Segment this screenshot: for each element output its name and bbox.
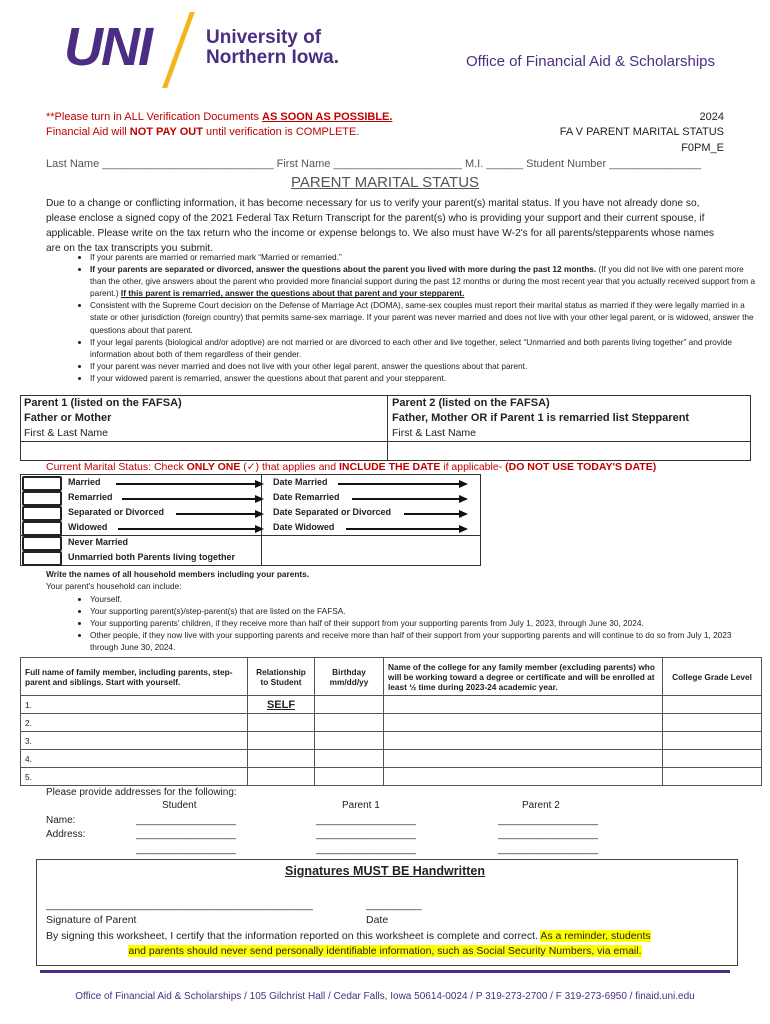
parent-2-name-address-field[interactable]: __________________ [498, 815, 599, 826]
list-item-text: (If you did not live with one parent more than the other, give answers about the parent who provided more financial support during the past 12 months or during the most recent year that you actually received support from a parent.) [90, 264, 756, 299]
certification-text [46, 930, 736, 942]
option-widowed: Widowed [68, 522, 108, 532]
parent-2-name-label: First & Last Name [392, 427, 477, 439]
row-number[interactable]: 1. [21, 696, 248, 714]
household-intro-2: Your parent's household can include: [46, 581, 182, 591]
table-row [21, 750, 762, 768]
arrow-separated [176, 513, 262, 515]
list-item-bold: If your parents are separated or divorced, answer the questions about the parent you lived with more during the past 12 months. [90, 264, 597, 275]
birthday-cell[interactable] [315, 750, 384, 768]
birthday-cell[interactable] [315, 732, 384, 750]
address-student-heading: Student [162, 800, 197, 811]
option-unmarried-together: Unmarried both Parents living together [68, 552, 236, 562]
form-code: F0PM_E [681, 142, 724, 154]
arrow-remarried [122, 498, 262, 500]
arrow-widowed [118, 528, 262, 530]
status-h-d: INCLUDE THE DATE [339, 461, 441, 473]
arrow-date-widowed [346, 528, 466, 530]
grade-cell[interactable] [663, 696, 762, 714]
date-remarried-label: Date Remarried [273, 492, 340, 502]
parent-divider [20, 441, 751, 442]
office-name: Office of Financial Aid & Scholarships [466, 53, 716, 70]
married-checkbox[interactable] [22, 476, 62, 491]
list-item: • Yourself. [90, 593, 754, 605]
col-grade-level: College Grade Level [663, 658, 762, 696]
relationship-cell[interactable] [248, 732, 315, 750]
parent-1-name-address-field[interactable]: __________________ [316, 815, 417, 826]
col-college: Name of the college for any family member (excluding parents) who will be working toward a degree or certificate and will be enrolled at least ½ time during 2023-24 academic year. [384, 658, 663, 696]
list-item: • If your parents are married or remarried mark “Married or remarried.” [90, 251, 760, 263]
parent-2-title: Parent 2 (listed on the FAFSA) [392, 397, 550, 409]
col-full-name: Full name of family member, including parents, step-parent and siblings. Start with yourself. [21, 658, 248, 696]
notice-line-1 [46, 111, 392, 123]
student-address-field[interactable]: __________________ [136, 829, 237, 840]
option-separated-divorced: Separated or Divorced [68, 507, 165, 517]
table-row [21, 696, 762, 714]
grade-cell[interactable] [663, 732, 762, 750]
col-relationship: Relationship to Student [248, 658, 315, 696]
uni-logo-mark: UNI [64, 17, 151, 77]
grade-cell[interactable] [663, 768, 762, 786]
addresses-intro: Please provide addresses for the following: [46, 787, 237, 798]
parent-1-name-label: First & Last Name [24, 427, 109, 439]
list-item: • Other people, if they now live with your supporting parents and receive more than half of their support from your supporting parents and will continue to do so from July 1, 2023 through June 30, 2024. [90, 629, 754, 653]
table-header-row [21, 658, 762, 696]
parent-1-address-field-2[interactable]: __________________ [316, 844, 417, 855]
notice-emphasis: AS SOON AS POSSIBLE. [262, 111, 393, 123]
table-row [21, 768, 762, 786]
list-item: • Your supporting parent(s)/step-parent(s) that are listed on the FAFSA. [90, 605, 754, 617]
widowed-checkbox[interactable] [22, 521, 62, 536]
college-cell[interactable] [384, 696, 663, 714]
arrow-married [116, 483, 262, 485]
address-name-label: Name: [46, 815, 76, 826]
parent-2-address-field[interactable]: __________________ [498, 829, 599, 840]
grade-cell[interactable] [663, 714, 762, 732]
option-never-married: Never Married [68, 537, 129, 547]
arrow-date-remarried [352, 498, 466, 500]
arrow-date-married [338, 483, 466, 485]
reminder-highlight-a: As a reminder, students [540, 930, 651, 942]
form-year: 2024 [699, 111, 724, 123]
notice-prefix: **Please turn in ALL Verification Documents [46, 111, 263, 123]
status-h-e: if applicable- [440, 461, 506, 473]
list-item: • If your widowed parent is remarried, answer the questions about that parent and your stepparent. [90, 372, 760, 384]
intro-paragraph: Due to a change or conflicting information, it has become necessary for us to verify your parent(s) marital status. If you have not already done so, please enclose a signed copy of the 2021 Federal Tax Return Transcript for the parent(s) who is providing your support and their current spouse, if applicable. Please write on the tax return who the income or expense belongs to. We also must have W-2's for all parents/stepparents whose names are on the tax transcripts you submit. [46, 198, 715, 254]
separated-divorced-checkbox[interactable] [22, 506, 62, 521]
col-birthday: Birthday mm/dd/yy [315, 658, 384, 696]
self-cell: SELF [248, 696, 315, 714]
college-cell[interactable] [384, 714, 663, 732]
notice-line-2 [46, 126, 359, 138]
status-divider [20, 535, 481, 536]
parent-2-name-field[interactable] [392, 443, 747, 459]
signature-label: Signature of Parent [46, 914, 137, 926]
student-name-field[interactable]: __________________ [136, 815, 237, 826]
certify-text: By signing this worksheet, I certify that the information reported on this worksheet is complete and correct. [46, 930, 541, 942]
signature-heading: Signatures MUST BE Handwritten [284, 864, 486, 878]
relationship-cell[interactable] [248, 714, 315, 732]
date-line[interactable]: __________ [366, 900, 422, 911]
parent-1-subtitle: Father or Mother [24, 412, 112, 424]
parent-1-title: Parent 1 (listed on the FAFSA) [24, 397, 182, 409]
marital-status-heading [46, 461, 656, 473]
status-h-c: (✓) that applies and [240, 461, 340, 473]
notice-2c: until verification is COMPLETE. [202, 126, 360, 138]
reminder-line [0, 945, 770, 957]
row-number[interactable]: 2. [21, 714, 248, 732]
logo-divider [162, 12, 195, 88]
notice-2b: NOT PAY OUT [129, 126, 203, 138]
student-info-line: Last Name ____________________________ First Name _____________________ M.I. ______ Student Number _______________ [46, 158, 702, 170]
relationship-cell[interactable] [248, 768, 315, 786]
birthday-cell[interactable] [315, 696, 384, 714]
list-item: • Your supporting parents' children, if they receive more than half of their support from your supporting parents from July 1, 2023, through June 30, 2024. [90, 617, 754, 629]
parent-2-address-field-2[interactable]: __________________ [498, 844, 599, 855]
college-cell[interactable] [384, 732, 663, 750]
logo-line-1: University of [206, 27, 322, 48]
status-h-b: ONLY ONE [186, 461, 241, 473]
parent-1-address-field[interactable]: __________________ [316, 829, 417, 840]
household-table [20, 657, 762, 786]
list-item: • Consistent with the Supreme Court decision on the Defense of Marriage Act (DOMA), same-sex couples must report their marital status as married if they were legally married in a state or other jurisdiction (foreign country) that permits same-sex marriage. If your parent was never married and does not live with your other legal parent, or is widowed, answer the questions about that parent. [90, 299, 760, 335]
notice-2a: Financial Aid will [46, 126, 130, 138]
date-widowed-label: Date Widowed [273, 522, 335, 532]
never-married-checkbox[interactable] [22, 536, 62, 551]
parent-1-name-field[interactable] [24, 443, 384, 459]
list-item [90, 263, 760, 299]
date-label: Date [366, 914, 389, 926]
list-item-bold-2: If this parent is remarried, answer the questions about that parent and your stepparent. [120, 288, 465, 299]
option-remarried: Remarried [68, 492, 113, 502]
footer-contact: Office of Financial Aid & Scholarships / 105 Gilchrist Hall / Cedar Falls, Iowa 50614-0024 / P 319-273-2700 / F 319-273-6950 / finaid.uni.edu [75, 991, 695, 1002]
list-item: • If your parent was never married and does not live with your other legal parent, answer the questions about that parent. [90, 360, 760, 372]
date-married-label: Date Married [273, 477, 328, 487]
table-row [21, 732, 762, 750]
college-cell[interactable] [384, 768, 663, 786]
parent-2-subtitle: Father, Mother OR if Parent 1 is remarried list Stepparent [392, 412, 690, 424]
logo-line-2: Northern Iowa. [206, 47, 340, 68]
option-married: Married [68, 477, 101, 487]
page-title-text: PARENT MARITAL STATUS [290, 174, 480, 191]
student-address-field-2[interactable]: __________________ [136, 844, 237, 855]
address-parent-2-heading: Parent 2 [522, 800, 560, 811]
household-intro: Write the names of all household members including your parents. [46, 569, 310, 579]
arrow-date-separated [404, 513, 466, 515]
row-number[interactable]: 5. [21, 768, 248, 786]
reminder-highlight-b: and parents should never send personally identifiable information, such as Social Security Numbers, via email. [128, 945, 642, 957]
table-row [21, 714, 762, 732]
grade-cell[interactable] [663, 750, 762, 768]
birthday-cell[interactable] [315, 714, 384, 732]
remarried-checkbox[interactable] [22, 491, 62, 506]
footer-rule [40, 970, 730, 973]
date-separated-label: Date Separated or Divorced [273, 507, 392, 517]
row-number[interactable]: 3. [21, 732, 248, 750]
university-logo-text [206, 28, 339, 68]
address-address-label: Address: [46, 829, 86, 840]
college-cell[interactable] [384, 750, 663, 768]
row-number[interactable]: 4. [21, 750, 248, 768]
unmarried-together-checkbox[interactable] [22, 551, 62, 566]
signature-line[interactable]: ________________________________________________ [46, 900, 313, 911]
birthday-cell[interactable] [315, 768, 384, 786]
status-h-a: Current Marital Status: Check [46, 461, 187, 473]
page-title [0, 174, 770, 191]
status-dates-box [261, 474, 481, 566]
status-h-f: (DO NOT USE TODAY'S DATE) [505, 461, 657, 473]
address-parent-1-heading: Parent 1 [342, 800, 380, 811]
household-list [60, 593, 754, 653]
list-item: • If your legal parents (biological and/or adoptive) are not married or are divorced to each other and live together, select “Unmarried and both parents living together” and provide information about both of them regardless of their gender. [90, 336, 760, 360]
relationship-cell[interactable] [248, 750, 315, 768]
form-name: FA V PARENT MARITAL STATUS [559, 126, 724, 138]
instruction-list [60, 251, 760, 384]
